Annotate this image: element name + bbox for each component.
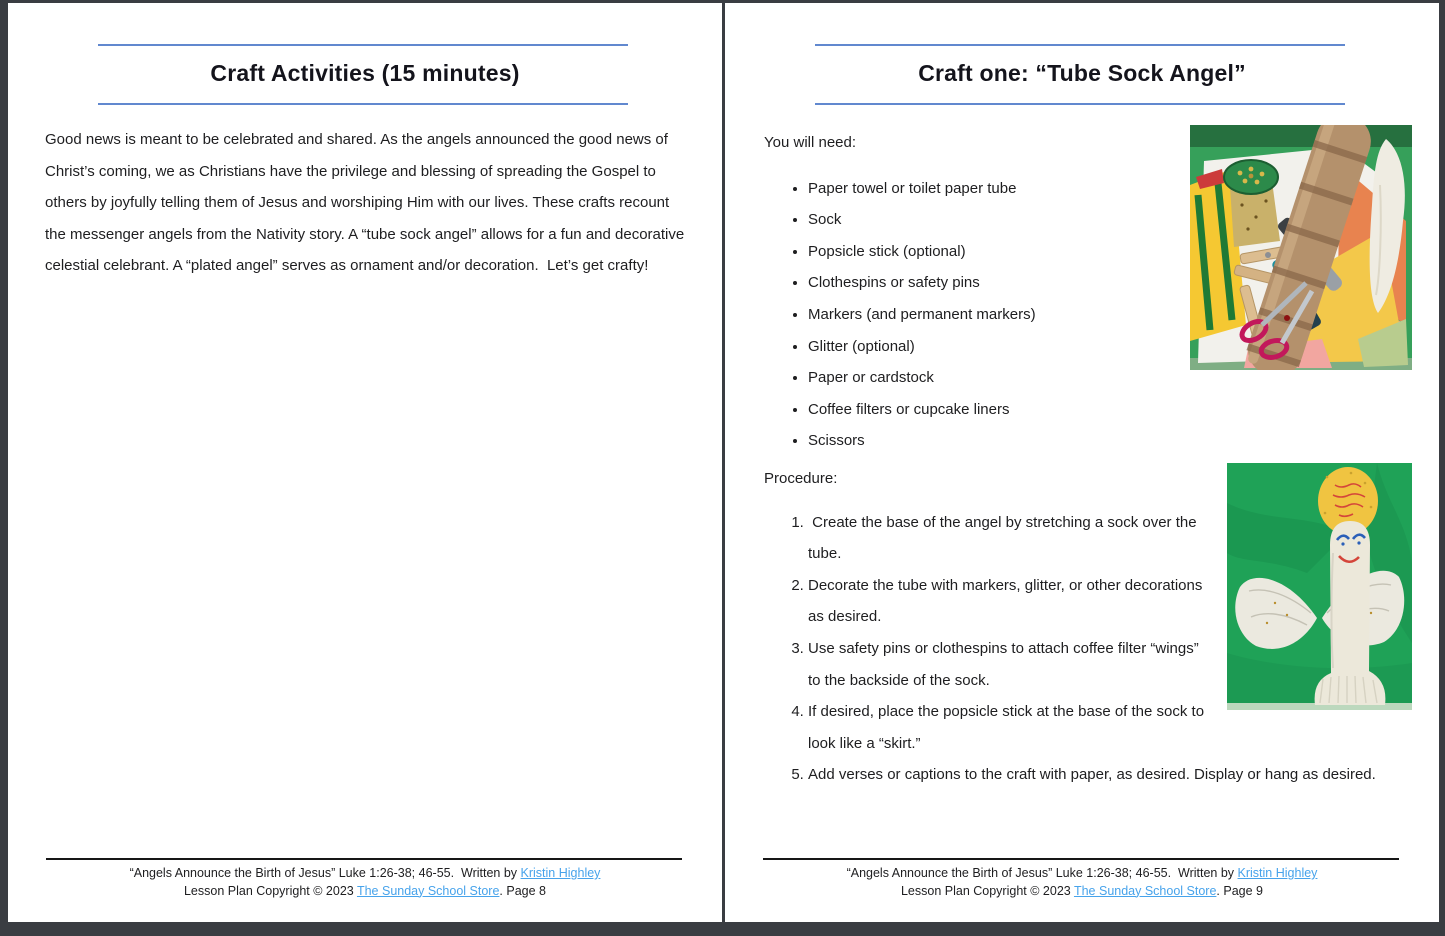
footer-page-number: . Page 8 [499, 883, 546, 898]
footer-line-1 [725, 865, 1439, 883]
footer-line-2 [725, 883, 1439, 901]
author-link[interactable]: Kristin Highley [520, 866, 601, 880]
title-rule-top [98, 44, 628, 46]
craft-supplies-photo-illustration [1190, 125, 1412, 370]
title-rule-bottom [815, 103, 1345, 105]
finished-angel-photo-illustration [1227, 463, 1412, 710]
footer-copyright-text: Lesson Plan Copyright © 2023 [183, 883, 357, 898]
procedure-step: 5. Add verses or captions to the craft with paper, as desired. Display or hang as desired. [808, 759, 1412, 791]
craft-supplies-photo [1190, 125, 1412, 370]
footer-citation [725, 865, 1439, 900]
material-item: • Clothespins or safety pins [808, 267, 1412, 299]
footer-citation-text: “Angels Announce the Birth of Jesus” Luke 1:26-38; 46-55. Written by [129, 866, 521, 880]
title-rule-top [815, 44, 1345, 46]
you-will-need-heading: You will need: [764, 134, 857, 151]
material-item: • Popsicle stick (optional) [808, 236, 1412, 268]
footer-line-1 [8, 865, 722, 883]
procedure-step: 4. If desired, place the popsicle stick at the base of the sock to look like a “skirt.” [808, 696, 1412, 759]
footer-citation [8, 865, 722, 900]
author-link[interactable]: Kristin Highley [1237, 866, 1318, 880]
procedure-heading: Procedure: [764, 470, 838, 487]
material-item: • Paper or cardstock [808, 362, 1412, 394]
material-item: • Paper towel or toilet paper tube [808, 173, 1412, 205]
finished-tube-sock-angel-photo [1227, 463, 1412, 710]
footer-citation-text: “Angels Announce the Birth of Jesus” Luke 1:26-38; 46-55. Written by [846, 866, 1238, 880]
footer-page-number: . Page 9 [1216, 883, 1263, 898]
material-item: • Coffee filters or cupcake liners [808, 394, 1412, 426]
intro-paragraph: Good news is meant to be celebrated and shared. As the angels announced the good news of Christ’s coming, we as Christians have the privilege and blessing of spreading the Gospel to others by joyfully telling them of Jesus and worshiping Him with our lives. These crafts recount the messenger angels from the Nativity story. A “tube sock angel” allows for a fun and decorative celestial celebrant. A “plated angel” serves as ornament and/or decoration. Let’s get crafty! [45, 131, 685, 275]
title-rule-bottom [98, 103, 628, 105]
page-9 [725, 3, 1439, 922]
material-item: • Glitter (optional) [808, 331, 1412, 363]
material-item: • Scissors [808, 425, 1412, 457]
footer-line-2 [8, 883, 722, 901]
procedure-step: 3. Use safety pins or clothespins to attach coffee filter “wings” to the backside of the sock. [808, 633, 1412, 696]
footer-rule [763, 858, 1399, 860]
store-link[interactable]: The Sunday School Store [356, 883, 500, 898]
material-item: • Sock [808, 204, 1412, 236]
footer-copyright-text: Lesson Plan Copyright © 2023 [900, 883, 1074, 898]
craft-activities-title: Craft Activities (15 minutes) [210, 60, 520, 86]
material-item: • Markers (and permanent markers) [808, 299, 1412, 331]
footer-rule [46, 858, 682, 860]
materials-section [764, 121, 1412, 457]
procedure-step: 1. Create the base of the angel by stretching a sock over the tube. [808, 507, 1412, 570]
page-8 [8, 3, 722, 922]
tube-sock-angel-title: Craft one: “Tube Sock Angel” [918, 60, 1246, 86]
procedure-section [764, 455, 1412, 791]
store-link[interactable]: The Sunday School Store [1073, 883, 1217, 898]
procedure-step: 2. Decorate the tube with markers, glitter, or other decorations as desired. [808, 570, 1412, 633]
